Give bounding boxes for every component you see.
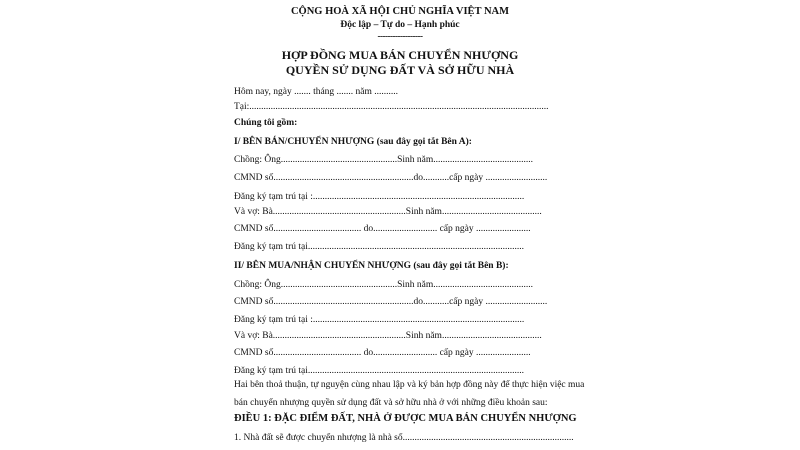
agreement-line-1: Hai bên thoả thuận, tự nguyện cùng nhau lập và ký bản hợp đồng này để thực hiện việc mua	[234, 380, 585, 390]
article-1-heading: ĐIỀU 1: ĐẶC ĐIỂM ĐẤT, NHÀ Ở ĐƯỢC MUA BÁN CHUYỂN NHƯỢNG	[234, 413, 577, 424]
party-b-wife-residence-line: Đăng ký tạm trú tại...........................................................................................	[234, 366, 524, 376]
party-b-husband-id-line: CMND số...........................................................do...........cấp ngày ..........................	[234, 297, 548, 307]
party-b-wife-id-line: CMND số..................................... do........................... cấp ngày .......................	[234, 348, 531, 358]
party-a-husband-id-line: CMND số...........................................................do...........cấp ngày ..........................	[234, 173, 548, 183]
party-a-husband-residence-line: Đăng ký tạm trú tại :.........................................................................................	[234, 192, 525, 202]
country-header: CỘNG HOÀ XÃ HỘI CHỦ NGHĨA VIỆT NAM	[290, 6, 510, 17]
place-line: Tại:..............................................................................................................................	[234, 102, 549, 112]
party-b-heading: II/ BÊN MUA/NHẬN CHUYỂN NHƯỢNG (sau đây gọi tắt Bên B):	[234, 261, 509, 271]
party-a-heading: I/ BÊN BÁN/CHUYỂN NHƯỢNG (sau đây gọi tắt Bên A):	[234, 137, 472, 147]
header-divider: ------------------	[377, 31, 423, 41]
date-line: Hôm nay, ngày ....... tháng ....... năm ..........	[234, 87, 399, 97]
contract-title-line-1: HỢP ĐỒNG MUA BÁN CHUYỂN NHƯỢNG	[281, 48, 519, 62]
contract-title-line-2: QUYỀN SỬ DỤNG ĐẤT VÀ SỞ HỮU NHÀ	[285, 63, 515, 77]
agreement-paragraph	[234, 376, 585, 412]
parties-heading: Chúng tôi gồm:	[234, 118, 298, 128]
party-b-husband-residence-line: Đăng ký tạm trú tại :.........................................................................................	[234, 315, 525, 325]
party-a-wife-line: Và vợ: Bà........................................................Sinh năm..........................................	[234, 207, 542, 217]
article-1-item-1: 1. Nhà đất sẽ được chuyển nhượng là nhà số........................................................................	[234, 433, 574, 443]
party-b-husband-line: Chồng: Ông.................................................Sinh năm..........................................	[234, 280, 533, 290]
party-a-wife-id-line: CMND số..................................... do........................... cấp ngày .......................	[234, 224, 531, 234]
motto: Độc lập – Tự do – Hạnh phúc	[340, 20, 460, 30]
party-a-wife-residence-line: Đăng ký tạm trú tại...........................................................................................	[234, 242, 524, 252]
party-b-wife-line: Và vợ: Bà........................................................Sinh năm..........................................	[234, 331, 542, 341]
agreement-line-2: bán chuyển nhượng quyền sử dụng đất và sở hữu nhà ở với những điều khoản sau:	[234, 398, 548, 408]
party-a-husband-line: Chồng: Ông.................................................Sinh năm..........................................	[234, 155, 533, 165]
